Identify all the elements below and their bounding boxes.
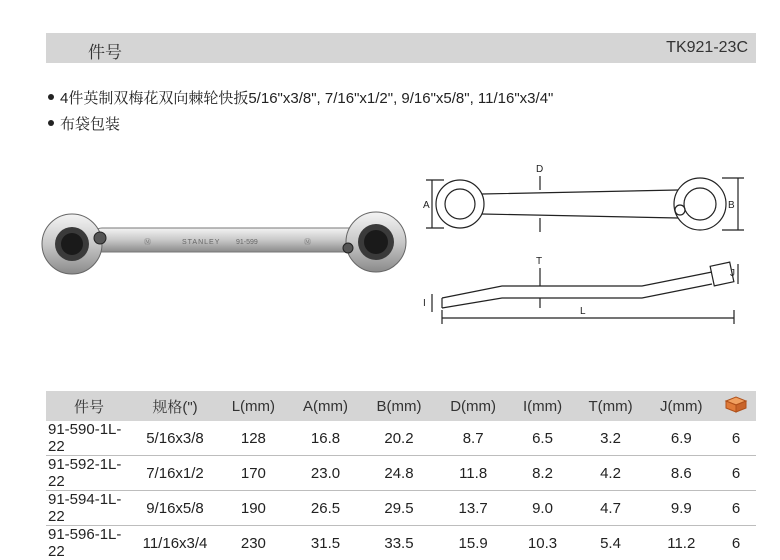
feature-text: 布袋包装 xyxy=(60,115,121,133)
table-cell: 4.2 xyxy=(574,456,646,491)
table-row xyxy=(46,421,756,456)
model-mark: 91-599 xyxy=(236,239,258,246)
feature-list xyxy=(48,84,553,136)
col-header: D(mm) xyxy=(436,391,511,421)
table-cell: 6.9 xyxy=(647,421,716,456)
table-cell: 6 xyxy=(716,421,756,456)
dim-label-d: D xyxy=(536,164,544,175)
col-header: 规格(") xyxy=(132,391,218,421)
pack-quantity-header xyxy=(716,391,756,421)
table-cell: 3.2 xyxy=(574,421,646,456)
feature-item xyxy=(48,84,553,110)
size-cell: 11/16x3/4 xyxy=(142,534,208,552)
table-cell: 5.4 xyxy=(600,534,621,552)
product-image xyxy=(36,208,416,282)
table-row xyxy=(46,526,756,560)
table-cell: 9.9 xyxy=(647,491,716,526)
table-cell: 8.2 xyxy=(511,456,575,491)
table-cell: 33.5 xyxy=(384,534,414,552)
table-cell: 8.7 xyxy=(436,421,511,456)
bullet-icon xyxy=(48,94,54,100)
wrench-image xyxy=(36,208,416,278)
dimension-drawing xyxy=(412,160,752,330)
dim-label-t: T xyxy=(536,256,543,267)
table-cell: 230 xyxy=(240,534,266,552)
table-cell: 24.8 xyxy=(362,456,435,491)
table-cell: 16.8 xyxy=(289,421,362,456)
feature-item xyxy=(48,110,553,136)
product-code: TK921-23C xyxy=(666,39,748,56)
size-mark-left: Ⓜ xyxy=(144,239,151,246)
dim-label-l: L xyxy=(580,306,586,317)
col-header: A(mm) xyxy=(289,391,362,421)
bullet-icon xyxy=(48,120,54,126)
size-cell: 7/16x1/2 xyxy=(132,456,218,491)
table-cell: 6 xyxy=(716,456,756,491)
dim-label-a: A xyxy=(423,200,430,211)
col-header: J(mm) xyxy=(647,391,716,421)
col-header: 件号 xyxy=(46,391,132,421)
part-number-cell: 91-596-1L-22 xyxy=(48,526,122,560)
table-cell: 9.0 xyxy=(511,491,575,526)
table-cell: 4.7 xyxy=(574,491,646,526)
dim-label-b: B xyxy=(728,200,735,211)
table-header-row xyxy=(46,391,756,421)
header-bar xyxy=(46,33,756,63)
table-cell: 31.5 xyxy=(310,534,341,552)
table-cell: 11.8 xyxy=(436,456,511,491)
table-cell: 170 xyxy=(218,456,289,491)
part-number-cell: 91-592-1L-22 xyxy=(46,456,132,491)
table-cell: 10.3 xyxy=(527,534,558,552)
dim-label-j: J xyxy=(730,268,735,279)
table-cell: 11.2 xyxy=(667,534,696,552)
table-row xyxy=(46,491,756,526)
col-header: B(mm) xyxy=(362,391,435,421)
part-number-cell: 91-590-1L-22 xyxy=(46,421,132,456)
size-cell: 5/16x3/8 xyxy=(132,421,218,456)
table-cell: 6 xyxy=(716,491,756,526)
table-cell: 6.5 xyxy=(511,421,575,456)
table-cell: 15.9 xyxy=(458,534,488,552)
table-row xyxy=(46,456,756,491)
col-header: L(mm) xyxy=(218,391,289,421)
brand-mark: STANLEY xyxy=(182,239,221,246)
table-cell: 6 xyxy=(731,534,741,552)
table-cell: 190 xyxy=(218,491,289,526)
dim-label-i: I xyxy=(423,298,426,309)
feature-text: 4件英制双梅花双向棘轮快扳5/16"x3/8", 7/16"x1/2", 9/16"x5/8", 11/16"x3/4" xyxy=(60,89,554,107)
table-cell: 128 xyxy=(218,421,289,456)
col-header: T(mm) xyxy=(574,391,646,421)
table-cell: 29.5 xyxy=(362,491,435,526)
box-icon xyxy=(724,395,748,413)
header-label: 件号 xyxy=(88,43,122,63)
size-cell: 9/16x5/8 xyxy=(132,491,218,526)
table-cell: 8.6 xyxy=(647,456,716,491)
table-cell: 26.5 xyxy=(289,491,362,526)
table-cell: 23.0 xyxy=(289,456,362,491)
size-mark-right: Ⓜ xyxy=(304,239,311,246)
table-cell: 13.7 xyxy=(436,491,511,526)
col-header: I(mm) xyxy=(511,391,575,421)
part-number-cell: 91-594-1L-22 xyxy=(46,491,132,526)
table-cell: 20.2 xyxy=(362,421,435,456)
spec-table xyxy=(46,391,756,560)
dimension-diagram xyxy=(412,160,752,334)
